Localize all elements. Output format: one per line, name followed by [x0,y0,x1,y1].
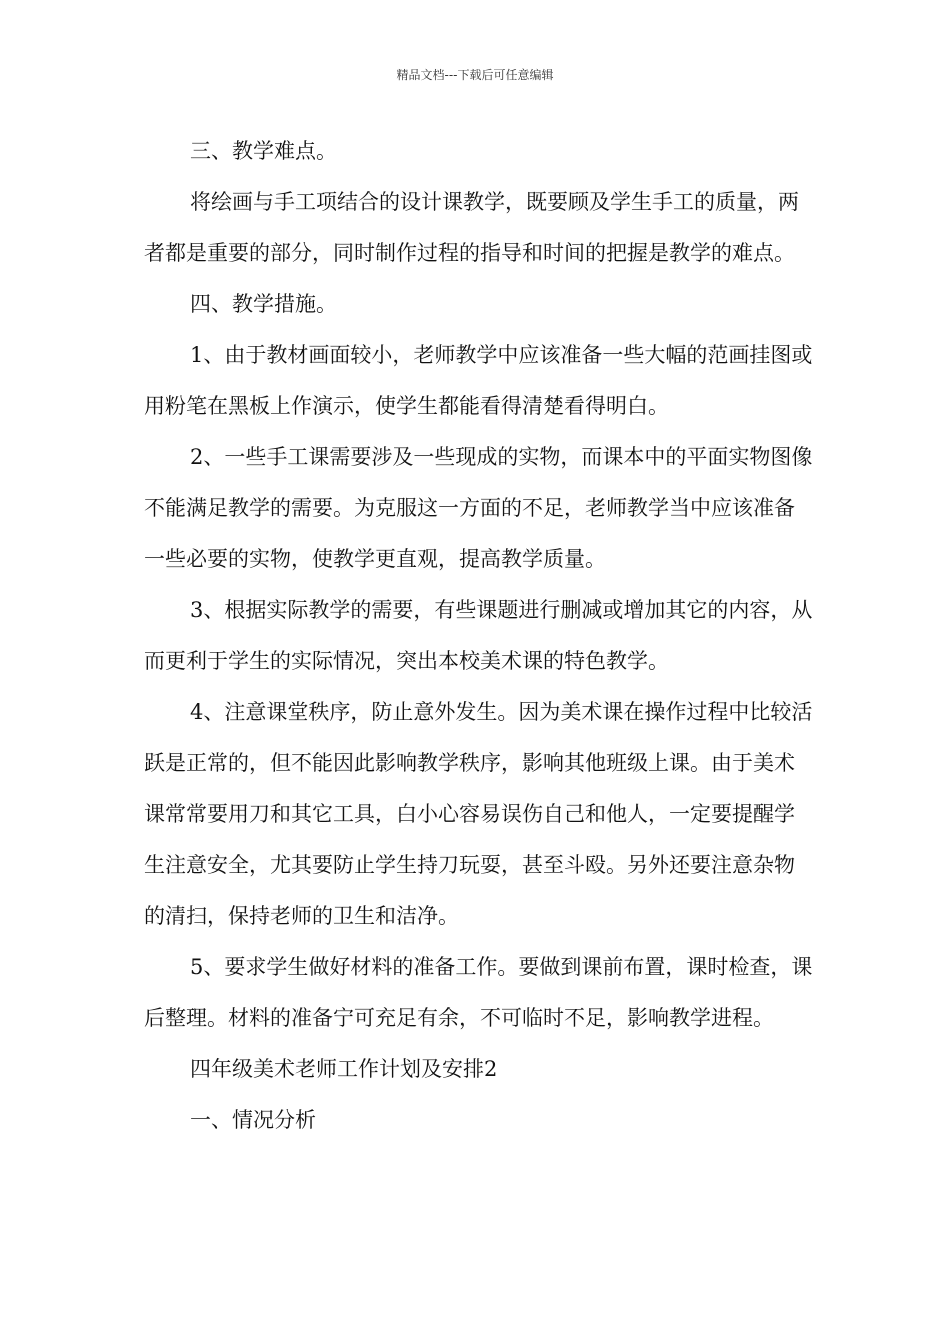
measure-item-5: 5、要求学生做好材料的准备工作。要做到课前布置，课时检查，课后整理。材料的准备宁可充足有余，不可临时不足，影响教学进程。 [144,955,813,1030]
measure-item-2: 2、一些手工课需要涉及一些现成的实物，而课本中的平面实物图像不能满足教学的需要。为克服这一方面的不足，老师教学当中应该准备一些必要的实物，使教学更直观，提高教学质量。 [144,445,813,571]
document-title-plan-2: 四年级美术老师工作计划及安排2 [190,1057,498,1081]
section-heading-difficulties: 三、教学难点。 [190,139,337,163]
paragraph-difficulties: 将绘画与手工项结合的设计课教学，既要顾及学生手工的质量，两者都是重要的部分，同时制作过程的指导和时间的把握是教学的难点。 [144,190,799,265]
measure-item-1: 1、由于教材画面较小，老师教学中应该准备一些大幅的范画挂图或用粉笔在黑板上作演示，使学生都能看得清楚看得明白。 [144,343,813,418]
section-heading-measures: 四、教学措施。 [190,292,337,316]
section-heading-analysis: 一、情况分析 [190,1108,316,1132]
measure-item-4: 4、注意课堂秩序，防止意外发生。因为美术课在操作过程中比较活跃是正常的，但不能因此影响教学秩序，影响其他班级上课。由于美术课常常要用刀和其它工具，白小心容易误伤自己和他人，一定要提醒学生注意安全，尤其要防止学生持刀玩耍，甚至斗殴。另外还要注意杂物的清扫，保持老师的卫生和洁净。 [144,700,813,928]
measure-item-3: 3、根据实际教学的需要，有些课题进行删减或增加其它的内容，从而更利于学生的实际情况，突出本校美术课的特色教学。 [144,598,813,673]
page-header: 精品文档---下载后可任意编辑 [396,68,554,82]
document-body [144,126,814,1146]
